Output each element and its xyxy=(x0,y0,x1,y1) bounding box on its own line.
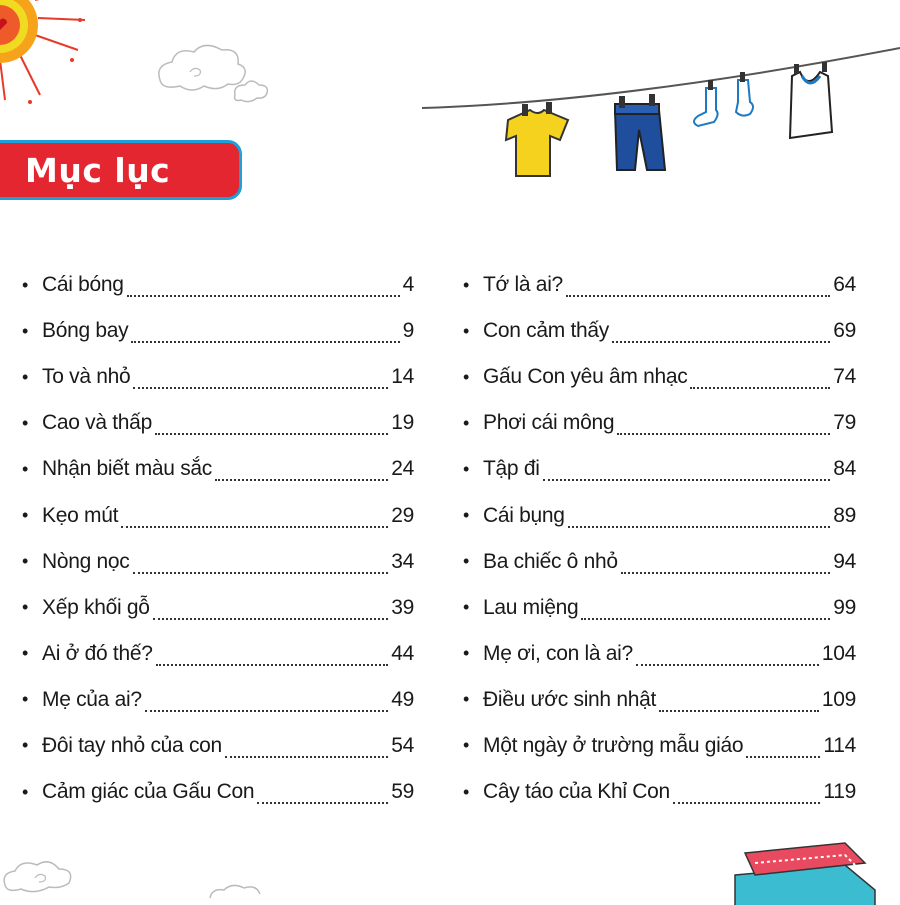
bullet-icon: • xyxy=(463,643,470,664)
toc-entry-title: Cái bóng xyxy=(42,273,124,297)
toc-entry xyxy=(22,400,414,446)
toc-entry xyxy=(22,585,414,631)
toc-entry-page: 39 xyxy=(391,595,414,619)
cloud-icon xyxy=(205,880,285,900)
toc-entry-title: Một ngày ở trường mẫu giáo xyxy=(483,733,744,757)
dot-leader xyxy=(673,802,820,804)
dot-leader xyxy=(746,756,820,758)
toc-entry-page: 114 xyxy=(823,733,856,757)
dot-leader xyxy=(133,572,389,574)
dot-leader xyxy=(145,710,389,712)
toc-entry xyxy=(463,723,856,769)
toc-entry xyxy=(463,769,856,815)
toc-entry-title: Cái bụng xyxy=(483,503,565,527)
toc-entry-page: 99 xyxy=(833,595,856,619)
toc-entry-title: Điều ước sinh nhật xyxy=(483,687,657,711)
toc-entry xyxy=(22,539,414,585)
toc-entry xyxy=(22,308,414,354)
bullet-icon: • xyxy=(22,366,29,387)
title-banner xyxy=(0,140,242,200)
toc-entry xyxy=(463,262,856,308)
toc-entry-page: 79 xyxy=(833,411,856,435)
bullet-icon: • xyxy=(22,274,29,295)
toc-entry-page: 19 xyxy=(391,411,414,435)
toc-entry-page: 119 xyxy=(823,780,856,804)
toc-entry-title: Kẹo mút xyxy=(42,503,119,527)
toc-entry-page: 49 xyxy=(391,687,414,711)
toc-entry-page: 94 xyxy=(833,549,856,573)
bullet-icon: • xyxy=(22,458,29,479)
toc-entry-title: Ba chiếc ô nhỏ xyxy=(483,549,618,573)
bullet-icon: • xyxy=(22,551,29,572)
bullet-icon: • xyxy=(22,412,29,433)
toc-entry-page: 104 xyxy=(821,641,856,665)
toc-entry xyxy=(463,677,856,723)
toc-entry-page: 29 xyxy=(391,503,414,527)
toc-entry xyxy=(463,585,856,631)
toc-entry-title: Cây táo của Khỉ Con xyxy=(483,780,670,804)
bullet-icon: • xyxy=(22,689,29,710)
toc-entry-title: Ai ở đó thế? xyxy=(42,641,153,665)
toc-entry xyxy=(22,723,414,769)
toc-entry xyxy=(463,354,856,400)
bullet-icon: • xyxy=(463,735,470,756)
bullet-icon: • xyxy=(463,366,470,387)
toc-entry xyxy=(22,446,414,492)
cloud-icon xyxy=(150,40,280,110)
toc-right-column xyxy=(463,262,856,815)
toc-entry-title: Tớ là ai? xyxy=(483,273,563,297)
toc-entry xyxy=(22,492,414,538)
dot-leader xyxy=(659,710,819,712)
dot-leader xyxy=(636,664,819,666)
toc-entry-page: 24 xyxy=(391,457,414,481)
cloud-icon xyxy=(0,850,90,900)
toc-entry-title: Mẹ của ai? xyxy=(42,687,142,711)
toc-entry-title: Xếp khối gỗ xyxy=(42,595,150,619)
dot-leader xyxy=(621,572,831,574)
toc-entry-page: 64 xyxy=(833,273,856,297)
bullet-icon: • xyxy=(463,320,470,341)
dot-leader xyxy=(153,618,389,620)
toc-entry xyxy=(463,446,856,492)
toc-entry-title: Phơi cái mông xyxy=(483,411,615,435)
dot-leader xyxy=(155,433,388,435)
bullet-icon: • xyxy=(463,597,470,618)
bullet-icon: • xyxy=(22,781,29,802)
toc-entry-title: Đôi tay nhỏ của con xyxy=(42,733,222,757)
toc-entry-title: To và nhỏ xyxy=(42,365,131,389)
bullet-icon: • xyxy=(463,412,470,433)
dot-leader xyxy=(257,802,388,804)
dot-leader xyxy=(568,526,831,528)
sun-icon xyxy=(0,0,90,110)
dot-leader xyxy=(617,433,830,435)
dot-leader xyxy=(133,387,388,389)
toc-entry-page: 4 xyxy=(402,273,414,297)
dot-leader xyxy=(612,341,830,343)
toc-entry-page: 109 xyxy=(821,687,856,711)
toc-entry-title: Cao và thấp xyxy=(42,411,152,435)
bullet-icon: • xyxy=(22,643,29,664)
dot-leader xyxy=(121,526,388,528)
books-icon xyxy=(725,835,900,905)
toc-entry-page: 44 xyxy=(391,641,414,665)
toc-entry-page: 14 xyxy=(391,365,414,389)
toc-entry xyxy=(22,354,414,400)
toc-left-column xyxy=(22,262,414,815)
toc-entry-page: 54 xyxy=(391,733,414,757)
toc-entry-title: Lau miệng xyxy=(483,595,579,619)
toc-entry xyxy=(463,308,856,354)
bullet-icon: • xyxy=(463,274,470,295)
toc-entry-page: 59 xyxy=(391,780,414,804)
dot-leader xyxy=(215,479,388,481)
toc-entry-page: 69 xyxy=(833,319,856,343)
toc-entry xyxy=(22,677,414,723)
toc-entry xyxy=(463,492,856,538)
toc-entry-page: 89 xyxy=(833,503,856,527)
page-title: Mục lục xyxy=(25,150,171,190)
bullet-icon: • xyxy=(463,505,470,526)
toc-entry xyxy=(22,769,414,815)
toc-entry-title: Cảm giác của Gấu Con xyxy=(42,780,255,804)
clothesline-icon xyxy=(420,40,900,180)
toc-entry-title: Gấu Con yêu âm nhạc xyxy=(483,365,688,389)
bullet-icon: • xyxy=(463,551,470,572)
toc-entry-page: 9 xyxy=(402,319,414,343)
bullet-icon: • xyxy=(463,781,470,802)
toc-entry-page: 84 xyxy=(833,457,856,481)
dot-leader xyxy=(690,387,830,389)
toc-entry-page: 34 xyxy=(391,549,414,573)
toc-entry xyxy=(463,631,856,677)
toc-entry-title: Bóng bay xyxy=(42,319,129,343)
dot-leader xyxy=(131,341,399,343)
dot-leader xyxy=(156,664,389,666)
toc-entry-title: Nòng nọc xyxy=(42,549,130,573)
dot-leader xyxy=(127,295,400,297)
toc-entry xyxy=(22,631,414,677)
toc-entry-title: Con cảm thấy xyxy=(483,319,609,343)
dot-leader xyxy=(543,479,831,481)
bullet-icon: • xyxy=(22,505,29,526)
toc-entry-page: 74 xyxy=(833,365,856,389)
toc-entry-title: Tập đi xyxy=(483,457,540,481)
dot-leader xyxy=(566,295,830,297)
bullet-icon: • xyxy=(22,320,29,341)
toc-entry-title: Nhận biết màu sắc xyxy=(42,457,212,481)
bullet-icon: • xyxy=(463,689,470,710)
dot-leader xyxy=(581,618,830,620)
dot-leader xyxy=(225,756,388,758)
toc-entry xyxy=(463,539,856,585)
bullet-icon: • xyxy=(463,458,470,479)
toc-entry-title: Mẹ ơi, con là ai? xyxy=(483,641,633,665)
bullet-icon: • xyxy=(22,735,29,756)
toc-entry xyxy=(22,262,414,308)
toc-entry xyxy=(463,400,856,446)
bullet-icon: • xyxy=(22,597,29,618)
